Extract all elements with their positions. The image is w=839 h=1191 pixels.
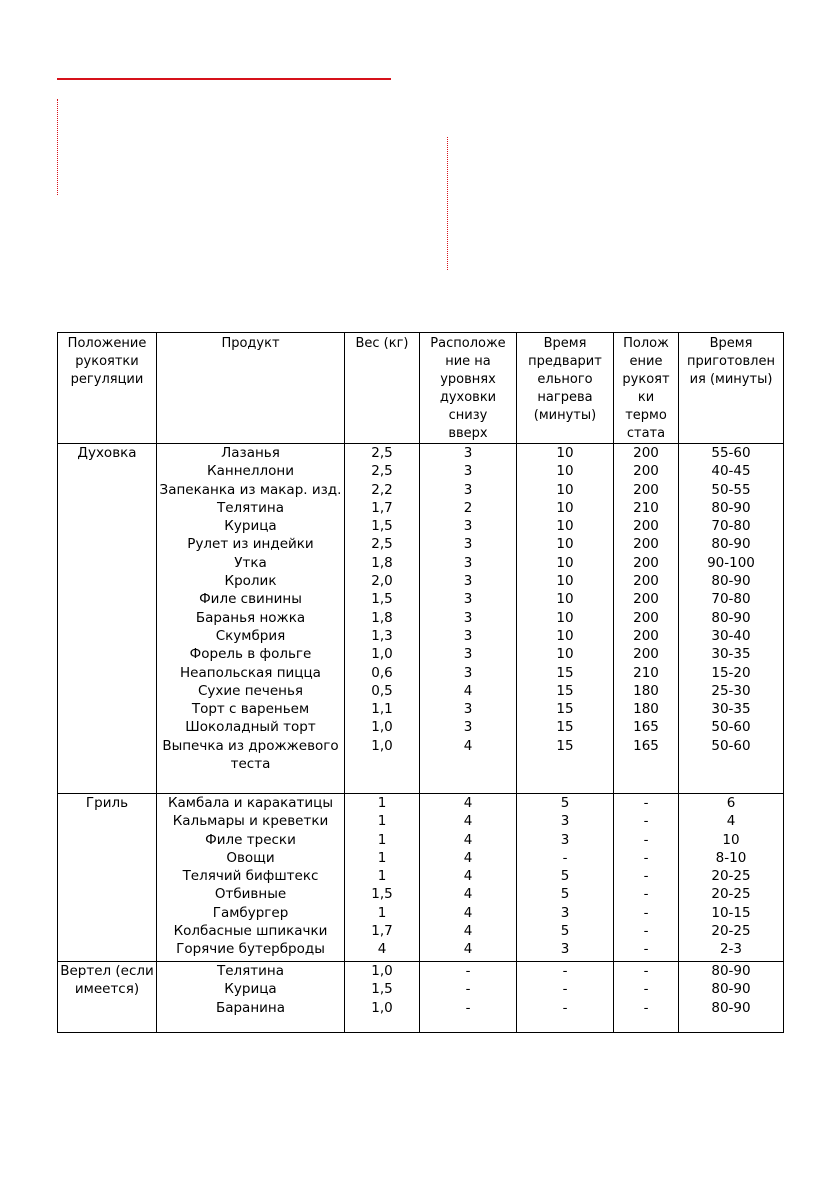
header-line: приготовлен (687, 354, 775, 369)
table-cell-value: 200 (633, 518, 659, 535)
grill-thermostat (614, 794, 679, 962)
table-cell-value: - (643, 795, 649, 811)
table-cell-value: - (643, 923, 649, 940)
header-line: Время (709, 336, 753, 351)
header-line: ельного (537, 372, 593, 387)
table-cell-value: 2,2 (371, 481, 393, 498)
table-cell-value: 30-35 (711, 646, 751, 663)
header-line: Время (543, 336, 587, 351)
table-cell-value: Курица (224, 518, 277, 535)
header-control-position (58, 333, 157, 444)
table-cell-value: 10 (556, 518, 574, 535)
rotisserie-levels (420, 962, 517, 1033)
table-cell-value: Колбасные шпикачки (173, 923, 328, 940)
table-cell-value: 1,0 (371, 719, 393, 736)
table-cell-value: 3 (463, 646, 473, 663)
table-cell-value: 1,3 (371, 627, 393, 644)
grill-weights (345, 794, 420, 962)
table-cell-value: Лазанья (221, 445, 280, 461)
group-row-grill (58, 794, 784, 962)
table-cell-value: - (643, 849, 649, 866)
oven-preheat (517, 444, 614, 794)
table-cell-value: 80-90 (711, 609, 751, 626)
header-line: рукоят (622, 372, 670, 387)
table-cell-value: 2,5 (371, 463, 393, 480)
table-cell-value: 1,7 (371, 923, 393, 940)
oven-products (157, 444, 345, 794)
table-cell-value: Каннеллони (207, 463, 294, 480)
table-cell-value: Кальмары и креветки (172, 813, 329, 830)
table-cell-value: Выпечка из дрожжевого теста (162, 737, 339, 773)
table-cell-value: 1 (377, 849, 387, 866)
table-cell-value: Гамбургер (212, 904, 289, 921)
table-cell-value: 80-90 (711, 499, 751, 516)
table-cell-value: 3 (560, 904, 570, 921)
table-cell-value: 80-90 (711, 981, 751, 998)
table-cell-value: - (465, 963, 471, 979)
table-cell-value: 1 (377, 813, 387, 830)
table-cell-value: 1,7 (371, 499, 393, 516)
table-cell-value: 5 (560, 923, 570, 940)
table-cell-value: Шоколадный торт (185, 719, 316, 736)
table-cell-value: Кролик (224, 573, 277, 590)
cooking-table (57, 332, 784, 1033)
table-cell-value: Телятина (216, 963, 285, 979)
table-cell-value: 3 (463, 554, 473, 571)
header-thermostat (614, 333, 679, 444)
table-cell-value: 4 (463, 682, 473, 699)
table-cell-value: 1 (377, 831, 387, 848)
table-cell-value: Телячий бифштекс (182, 868, 319, 885)
grill-products (157, 794, 345, 962)
table-cell-value: - (562, 849, 568, 866)
grill-cook-time (679, 794, 784, 962)
table-cell-value: 1,5 (371, 886, 393, 903)
header-line: предварит (528, 354, 602, 369)
header-line: вверх (448, 426, 488, 441)
table-cell-value: Скумбрия (215, 627, 286, 644)
header-line: ки (637, 390, 655, 405)
header-line: ия (минуты) (689, 372, 773, 387)
table-cell-value: - (465, 999, 471, 1016)
table-cell-value: Филе свинины (199, 591, 302, 608)
table-cell-value: 1,0 (371, 646, 393, 663)
table-cell-value: 210 (633, 499, 659, 516)
table-cell-value: Курица (224, 981, 277, 998)
table-cell-value: 0,6 (371, 664, 393, 681)
header-line: нагрева (537, 390, 593, 405)
table-cell-value: 70-80 (711, 518, 751, 535)
table-cell-value: 2 (463, 499, 473, 516)
header-cook-time (679, 333, 784, 444)
table-cell-value: 2,0 (371, 573, 393, 590)
table-cell-value: 15 (556, 737, 574, 754)
table-cell-value: 10 (556, 573, 574, 590)
table-cell-value: 200 (633, 536, 659, 553)
table-cell-value: 50-60 (711, 719, 751, 736)
table-cell-value: Утка (234, 554, 267, 571)
table-cell-value: 15 (556, 682, 574, 699)
table-cell-value: 5 (560, 886, 570, 903)
table-cell-value: Телятина (216, 499, 285, 516)
table-cell-value: 200 (633, 609, 659, 626)
table-cell-value: Камбала и каракатицы (167, 795, 334, 811)
table-cell-value: 165 (633, 719, 659, 736)
header-line: Вес (кг) (355, 336, 409, 351)
rotisserie-products (157, 962, 345, 1033)
mode-grill: Гриль (58, 794, 157, 962)
table-cell-value: 3 (463, 481, 473, 498)
table-cell-value: 2-3 (719, 941, 743, 958)
table-cell-value: 10-15 (711, 904, 751, 921)
mode-rotisserie: Вертел (если имеется) (58, 962, 157, 1033)
table-cell-value: - (562, 999, 568, 1016)
table-cell-value: 80-90 (711, 999, 751, 1016)
header-line: Продукт (221, 336, 280, 351)
table-cell-value: 4 (463, 831, 473, 848)
table-header-row (58, 333, 784, 444)
header-weight (345, 333, 420, 444)
table-cell-value: 1,0 (371, 999, 393, 1016)
table-cell-value: 10 (556, 609, 574, 626)
table-cell-value: 55-60 (711, 445, 751, 461)
grill-levels (420, 794, 517, 962)
table-cell-value: 3 (463, 445, 473, 461)
table-cell-value: 200 (633, 591, 659, 608)
table-cell-value: 4 (463, 923, 473, 940)
header-line: стата (626, 426, 666, 441)
table-cell-value: 4 (463, 813, 473, 830)
table-cell-value: 1 (377, 795, 387, 811)
table-cell-value: 10 (556, 627, 574, 644)
table-cell-value: 4 (463, 904, 473, 921)
table-cell-value: 3 (463, 609, 473, 626)
table-cell-value: 3 (560, 831, 570, 848)
table-cell-value: Торт с вареньем (191, 701, 310, 718)
group-row-oven (58, 444, 784, 794)
table-cell-value: 3 (463, 591, 473, 608)
table-cell-value: 4 (726, 813, 736, 830)
header-line: (минуты) (533, 408, 597, 423)
header-product (157, 333, 345, 444)
table-cell-value: Рулет из индейки (187, 536, 314, 553)
header-line: снизу (448, 408, 488, 423)
table-cell-value: - (643, 886, 649, 903)
table-cell-value: 80-90 (711, 573, 751, 590)
table-cell-value: 15 (556, 719, 574, 736)
oven-levels (420, 444, 517, 794)
header-line: ние на (445, 354, 491, 369)
table-cell-value: 80-90 (711, 963, 751, 979)
table-cell-value: 10 (556, 445, 574, 461)
table-cell-value: - (465, 981, 471, 998)
table-cell-value: Горячие бутерброды (176, 941, 325, 958)
table-cell-value: 1,0 (371, 963, 393, 979)
table-cell-value: 1,0 (371, 737, 393, 754)
table-cell-value: 200 (633, 627, 659, 644)
table-cell-value: 2,5 (371, 445, 393, 461)
table-cell-value: 4 (463, 941, 473, 958)
table-cell-value: 3 (463, 701, 473, 718)
table-cell-value: 4 (463, 795, 473, 811)
rotisserie-thermostat (614, 962, 679, 1033)
table-cell-value: 80-90 (711, 536, 751, 553)
oven-thermostat (614, 444, 679, 794)
table-cell-value: 1,5 (371, 981, 393, 998)
table-cell-value: 10 (556, 481, 574, 498)
table-cell-value: 200 (633, 646, 659, 663)
table-cell-value: 15 (556, 701, 574, 718)
table-cell-value: 70-80 (711, 591, 751, 608)
table-cell-value: - (643, 981, 649, 998)
table-cell-value: 6 (726, 795, 736, 811)
table-cell-value: 3 (463, 463, 473, 480)
header-line: Положение (67, 336, 147, 351)
table-cell-value: 15-20 (711, 664, 751, 681)
table-cell-value: 3 (463, 719, 473, 736)
table-cell-value: - (643, 999, 649, 1016)
table-cell-value: 3 (560, 941, 570, 958)
header-line: уровнях (440, 372, 496, 387)
table-cell-value: 3 (463, 518, 473, 535)
table-cell-value: - (643, 904, 649, 921)
rotisserie-preheat (517, 962, 614, 1033)
table-cell-value: 3 (463, 573, 473, 590)
table-cell-value: Запеканка из макар. изд. (159, 481, 342, 498)
table-cell-value: 180 (633, 682, 659, 699)
table-cell-value: 20-25 (711, 868, 751, 885)
table-cell-value: Баранина (215, 999, 286, 1016)
header-line: термо (625, 408, 667, 423)
table-cell-value: 1,8 (371, 554, 393, 571)
table-cell-value: 200 (633, 463, 659, 480)
table-cell-value: 3 (463, 536, 473, 553)
header-line: ение (629, 354, 663, 369)
rotisserie-weights (345, 962, 420, 1033)
header-line: регуляции (70, 372, 144, 387)
table-cell-value: 1,1 (371, 701, 393, 718)
table-cell-value: 5 (560, 795, 570, 811)
table-cell-value: Баранья ножка (195, 609, 306, 626)
header-preheat (517, 333, 614, 444)
header-line: духовки (439, 390, 497, 405)
header-red-rule (57, 78, 391, 80)
table-cell-value: 200 (633, 481, 659, 498)
table-cell-value: 50-55 (711, 481, 751, 498)
table-cell-value: 10 (556, 536, 574, 553)
table-cell-value: 1,5 (371, 591, 393, 608)
header-level (420, 333, 517, 444)
table-cell-value: 10 (556, 646, 574, 663)
table-cell-value: Форель в фольге (189, 646, 312, 663)
table-cell-value: 0,5 (371, 682, 393, 699)
table-cell-value: 10 (722, 831, 740, 848)
table-cell-value: 165 (633, 737, 659, 754)
mode-oven: Духовка (58, 444, 157, 794)
table-cell-value: Неапольская пицца (180, 664, 321, 681)
table-cell-value: - (643, 868, 649, 885)
table-cell-value: 30-40 (711, 627, 751, 644)
table-cell-value: - (562, 963, 568, 979)
table-cell-value: 20-25 (711, 886, 751, 903)
table-cell-value: - (643, 941, 649, 958)
header-line: Полож (623, 336, 669, 351)
table-cell-value: 4 (463, 849, 473, 866)
table-cell-value: 8-10 (715, 849, 747, 866)
table-cell-value: 1 (377, 868, 387, 885)
rotisserie-cook-time (679, 962, 784, 1033)
table-cell-value: 2,5 (371, 536, 393, 553)
table-cell-value: 5 (560, 868, 570, 885)
table-cell-value: 15 (556, 664, 574, 681)
table-cell-value: 4 (463, 886, 473, 903)
table-cell-value: Сухие печенья (197, 682, 304, 699)
grill-preheat (517, 794, 614, 962)
margin-dotted-rule-left (57, 99, 58, 195)
table-cell-value: 4 (377, 941, 387, 958)
table-cell-value: 1,5 (371, 518, 393, 535)
table-cell-value: 10 (556, 554, 574, 571)
table-cell-value: 1 (377, 904, 387, 921)
table-cell-value: 10 (556, 591, 574, 608)
table-cell-value: 90-100 (707, 554, 755, 571)
table-cell-value: - (562, 981, 568, 998)
table-cell-value: 3 (463, 664, 473, 681)
table-cell-value: 3 (560, 813, 570, 830)
table-cell-value: Овощи (226, 849, 275, 866)
table-cell-value: 25-30 (711, 682, 751, 699)
table-cell-value: Отбивные (214, 886, 287, 903)
table-cell-value: 200 (633, 573, 659, 590)
header-line: рукоятки (75, 354, 139, 369)
table-cell-value: - (643, 963, 649, 979)
table-cell-value: 20-25 (711, 923, 751, 940)
table-cell-value: 200 (633, 554, 659, 571)
table-cell-value: 4 (463, 868, 473, 885)
group-row-rotisserie (58, 962, 784, 1033)
table-cell-value: Филе трески (205, 831, 296, 848)
table-cell-value: 180 (633, 701, 659, 718)
table-cell-value: 10 (556, 499, 574, 516)
oven-cook-time (679, 444, 784, 794)
table-cell-value: 40-45 (711, 463, 751, 480)
table-cell-value: 200 (633, 445, 659, 461)
table-cell-value: 1,8 (371, 609, 393, 626)
header-line: Расположе (430, 336, 506, 351)
table-cell-value: 10 (556, 463, 574, 480)
margin-dotted-rule-center (447, 137, 448, 270)
table-cell-value: 210 (633, 664, 659, 681)
table-cell-value: - (643, 831, 649, 848)
oven-weights (345, 444, 420, 794)
table-cell-value: 4 (463, 737, 473, 754)
table-cell-value: - (643, 813, 649, 830)
table-cell-value: 3 (463, 627, 473, 644)
table-cell-value: 30-35 (711, 701, 751, 718)
table-cell-value: 50-60 (711, 737, 751, 754)
